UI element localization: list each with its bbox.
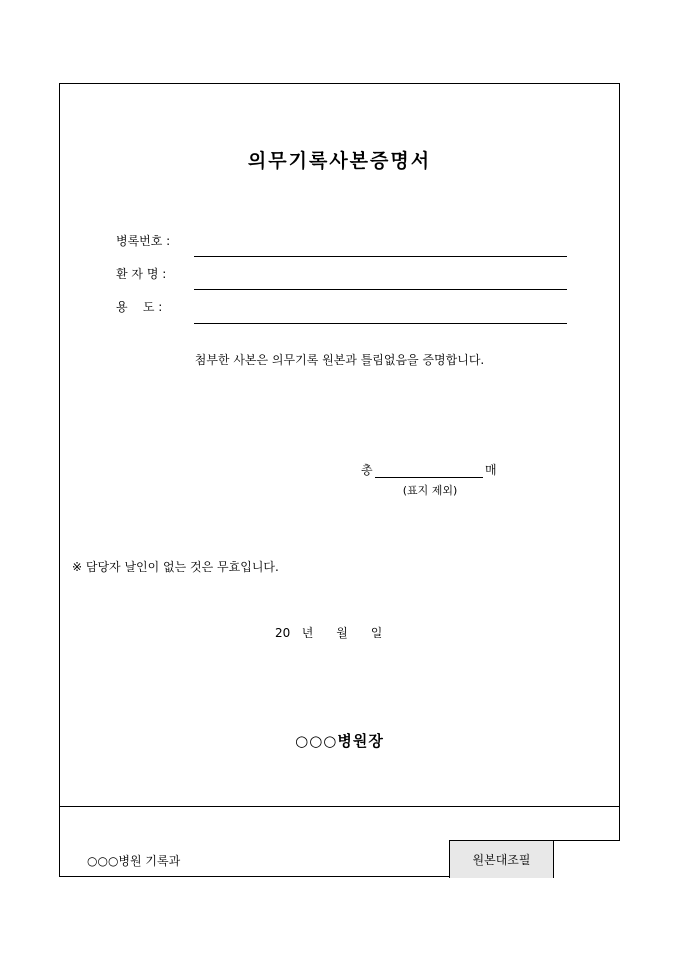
notice-text: ※ 담당자 날인이 없는 것은 무효입니다.	[72, 560, 279, 574]
field-label-purpose: 용 도 :	[116, 300, 163, 314]
total-pages-note: (표지 제외)	[402, 484, 458, 497]
footer-section	[60, 806, 619, 878]
field-label-patient-name: 환 자 명 :	[116, 267, 167, 281]
document-title: 의무기록사본증명서	[247, 150, 432, 172]
date-day-label: 일	[370, 626, 383, 640]
footer-department: ○○○병원 기록과	[87, 854, 181, 868]
total-pages-prefix: 총	[361, 463, 373, 477]
patient-name-field[interactable]	[194, 289, 567, 290]
stamp-label: 원본대조필	[449, 840, 553, 878]
date-year-label: 년	[301, 626, 314, 640]
certificate-document	[59, 83, 620, 877]
field-label-record-number: 병록번호 :	[116, 234, 171, 248]
date-month-label: 월	[336, 626, 348, 640]
total-pages-unit: 매	[485, 463, 497, 477]
stamp-box[interactable]	[553, 840, 620, 878]
total-pages-field[interactable]	[375, 477, 483, 478]
hospital-director-signature: ○○○병원장	[295, 732, 384, 750]
certification-statement: 첨부한 사본은 의무기록 원본과 틀림없음을 증명합니다.	[194, 353, 485, 367]
date-year-prefix: 20	[275, 626, 291, 640]
record-number-field[interactable]	[194, 256, 567, 257]
purpose-field[interactable]	[194, 323, 567, 324]
date-row	[275, 624, 382, 641]
